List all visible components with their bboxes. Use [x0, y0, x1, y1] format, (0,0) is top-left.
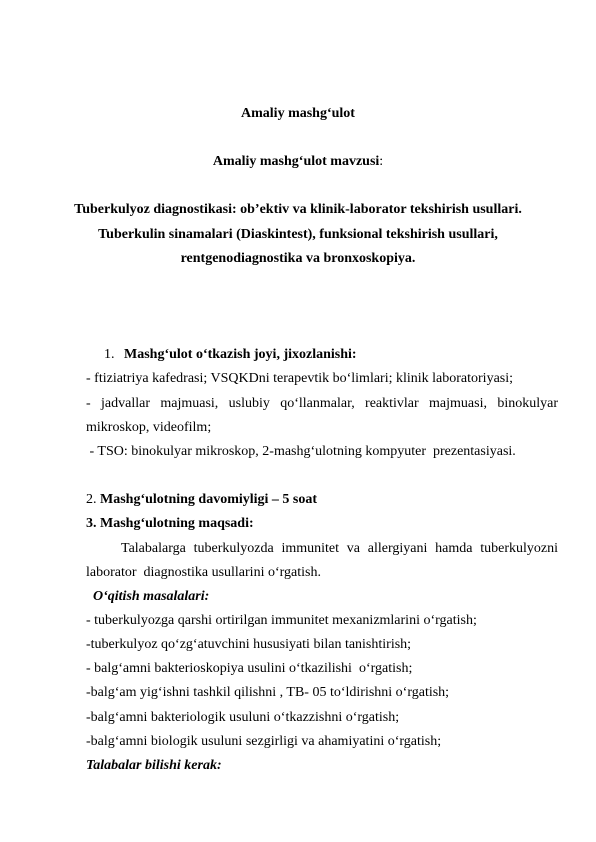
- topic-line-1: Tuberkulyoz diagnostikasi: ob’ektiv va klinik-laborator tekshirish usullari.: [74, 202, 522, 217]
- section1-line-3: mikroskop, videofilm;: [86, 420, 212, 435]
- task-item-5: -balg‘amni bakteriologik usuluni o‘tkazzishni o‘rgatish;: [86, 710, 400, 725]
- section3-paragraph-line-1: Talabalarga tuberkulyozda immunitet va allergiyani hamda tuberkulyozni: [121, 541, 558, 556]
- section1-heading-text: Mashg‘ulot o‘tkazish joyi, jixozlanishi:: [124, 347, 357, 362]
- knowledge-heading: Talabalar bilishi kerak:: [86, 758, 222, 773]
- task-item-6: -balg‘amni biologik usuluni sezgirligi va ahamiyatini o‘rgatish;: [86, 734, 442, 749]
- section1-heading: [104, 347, 357, 363]
- task-item-1: - tuberkulyozga qarshi ortirilgan immunitet mexanizmlarini o‘rgatish;: [86, 613, 477, 628]
- topic-label-text: Amaliy mashg‘ulot mavzusi: [212, 154, 380, 169]
- task-item-4: -balg‘am yig‘ishni tashkil qilishni , TB- 05 to‘ldirishni o‘rgatish;: [86, 685, 450, 700]
- topic-label: [0, 154, 596, 170]
- section3-heading: [86, 516, 254, 532]
- task-item-2: -tuberkulyoz qo‘zg‘atuvchini hususiyati bilan tanishtirish;: [86, 637, 412, 652]
- section1-line-4: - TSO: binokulyar mikroskop, 2-mashg‘ulotning kompyuter prezentasiyasi.: [86, 444, 516, 459]
- tasks-heading: O‘qitish masalalari:: [93, 589, 210, 604]
- topic-line-3: rentgenodiagnostika va bronxoskopiya.: [180, 251, 416, 266]
- section1-line-2: - jadvallar majmuasi, uslubiy qo‘llanmalar, reaktivlar majmuasi, binokulyar: [86, 396, 558, 411]
- topic-label-colon: :: [379, 154, 384, 169]
- section2-heading: [86, 492, 317, 508]
- section2-number: 2.: [86, 492, 97, 507]
- section3-heading-text: . Mashg‘ulotning maqsadi:: [93, 516, 254, 531]
- section3-paragraph-line-2: laborator diagnostika usullarini o‘rgatish.: [86, 565, 321, 580]
- topic-line-2: Tuberkulin sinamalari (Diaskintest), funksional tekshirish usullari,: [98, 227, 498, 242]
- page-title: Amaliy mashg‘ulot: [241, 106, 355, 121]
- section3-number: 3: [86, 516, 93, 531]
- section1-number: 1.: [104, 347, 115, 362]
- task-item-3: - balg‘amni bakterioskopiya usulini o‘tkazilishi o‘rgatish;: [86, 661, 413, 676]
- section1-line-1: - ftiziatriya kafedrasi; VSQKDni terapevtik bo‘limlari; klinik laboratoriyasi;: [86, 371, 514, 386]
- section2-heading-text: Mashg‘ulotning davomiyligi – 5 soat: [100, 492, 318, 507]
